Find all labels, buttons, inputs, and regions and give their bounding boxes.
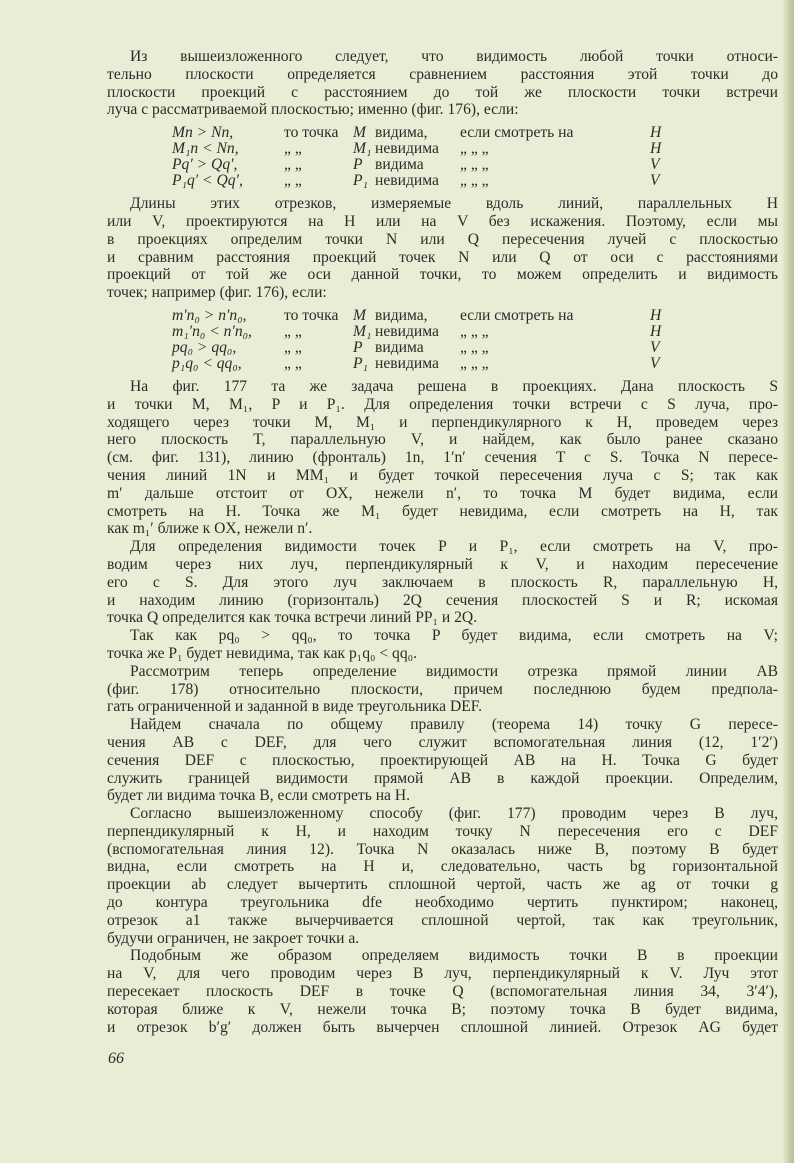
- condition-mid: „ „: [284, 338, 302, 356]
- condition-status: видима,: [375, 124, 428, 142]
- condition-plane: H: [650, 322, 662, 340]
- text-line: будучи ограничен, не закроет точки a.: [107, 929, 360, 947]
- condition-tail: если смотреть на: [460, 306, 574, 324]
- condition-expr: P₁q′ < Qq′,: [172, 172, 243, 190]
- text-line: На фиг. 177 та же задача решена в проекциях. Дана плоскость S: [130, 377, 778, 395]
- condition-tail: „ „ „: [460, 156, 489, 174]
- book-page: [107, 48, 778, 1036]
- text-line: видна, если смотреть на H и, следовательно, часть bg горизонтальной: [107, 858, 778, 876]
- text-line: и сравним расстояния проекций точек N или Q от оси с расстояниями: [107, 248, 778, 266]
- condition-plane: V: [650, 338, 660, 356]
- text-line: Найдем сначала по общему правилу (теорема 14) точку G пересе-: [130, 716, 778, 734]
- text-line: будет ли видима точка B, если смотреть на H.: [107, 787, 411, 805]
- text-line: и находим линию (горизонталь) 2Q сечения плоскостей S и R; искомая: [107, 591, 778, 609]
- text-line: Подобным же образом определяем видимость точки B в проекции: [130, 947, 778, 965]
- condition-row: [172, 308, 712, 324]
- paragraph: [107, 48, 778, 119]
- text-line: тельно плоскости определяется сравнением расстояния этой точки до: [107, 65, 778, 83]
- text-line: Для определения видимости точек P и P₁, если смотреть на V, про-: [130, 538, 778, 556]
- text-line: чения линий 1N и MM₁ и будет точкой пересечения луча с S; так как: [107, 466, 778, 484]
- condition-status: видима: [375, 338, 424, 356]
- condition-status: видима: [375, 156, 424, 174]
- condition-tail: „ „ „: [460, 354, 489, 372]
- paragraph: [107, 947, 778, 1036]
- text-line: (фиг. 178) относительно плоскости, причем последнюю будем предпола-: [107, 680, 778, 698]
- text-line: проекции ab следует вычертить сплошной чертой, часть же ag от точки g: [107, 876, 778, 894]
- text-line: луча с рассматриваемой плоскостью; именно (фиг. 176), если:: [107, 101, 519, 119]
- text-line: перпендикулярный к H, и находим точку N пересечения его с DEF: [107, 822, 779, 840]
- text-line: которая ближе к V, нежели точка B; поэтому точка B будет видима,: [107, 1000, 778, 1018]
- text-line: на V, для чего проводим через B луч, перпендикулярный к V. Луч этот: [107, 965, 778, 983]
- text-line: него плоскость T, параллельную V, и найдем, как было ранее сказано: [107, 431, 778, 449]
- paragraph: [107, 716, 778, 805]
- condition-mid: „ „: [284, 322, 302, 340]
- condition-row: [172, 340, 712, 356]
- text-line: и отрезок b′g′ должен быть вычерчен сплошной линией. Отрезок AG будет: [107, 1018, 778, 1036]
- text-line: его с S. Для этого луч заключаем в плоскость R, параллельную H,: [107, 573, 778, 591]
- condition-expr: pq₀ > qq₀,: [172, 338, 237, 356]
- condition-tail: „ „ „: [460, 338, 489, 356]
- condition-row: [172, 173, 712, 189]
- text-line: до контура треугольника dfe необходимо чертить пунктиром; наконец,: [107, 894, 778, 912]
- text-line: (см. фиг. 131), линию (фронталь) 1n, 1′n′ сечения T с S. Точка N пересе-: [107, 449, 778, 467]
- text-line: и точки M, M₁, P и P₁. Для определения точки встречи с S луча, про-: [107, 395, 778, 413]
- condition-expr: m′n₀ > n′n₀,: [172, 306, 247, 324]
- condition-status: невидима: [375, 172, 439, 190]
- text-line: сечения DEF с плоскостью, проектирующей AB на H. Точка G будет: [107, 751, 778, 769]
- text-line: пересекает плоскость DEF в точке Q (вспомогательная линия 34, 3′4′),: [107, 983, 778, 1001]
- text-line: Рассмотрим теперь определение видимости отрезка прямой линии AB: [130, 662, 778, 680]
- condition-point: M: [353, 124, 366, 142]
- text-line: чения AB с DEF, для чего служит вспомогательная линия (12, 1′2′): [107, 733, 778, 751]
- text-line: отрезок a1 также вычерчивается сплошной чертой, так как треугольник,: [107, 911, 778, 929]
- paragraph: [107, 538, 778, 627]
- condition-status: видима,: [375, 306, 428, 324]
- condition-plane: H: [650, 306, 662, 324]
- condition-mid: „ „: [284, 354, 302, 372]
- condition-mid: „ „: [284, 140, 302, 158]
- condition-mid: то точка: [284, 124, 339, 142]
- page-edge-shadow: [782, 0, 794, 1163]
- text-line: точка Q определится как точка встречи линий PP₁ и 2Q.: [107, 609, 478, 627]
- text-line: в проекциях определим точки N или Q пересечения лучей с плоскостью: [107, 230, 778, 248]
- condition-point: M₁: [353, 140, 372, 158]
- condition-point: P₁: [353, 172, 368, 190]
- text-line: как m₁′ ближе к OX, нежели n′.: [107, 520, 313, 538]
- paragraph: [107, 663, 778, 716]
- condition-plane: V: [650, 156, 660, 174]
- condition-plane: V: [650, 354, 660, 372]
- text-line: (вспомогательная линия 12). Точка N оказалась ниже B, поэтому B будет: [107, 840, 778, 858]
- text-line: водим через них луч, перпендикулярный к V, и находим пересечение: [107, 555, 778, 573]
- condition-row: [172, 157, 712, 173]
- text-line: или V, проектируются на H или на V без искажения. Поэтому, если мы: [107, 212, 778, 230]
- condition-plane: V: [650, 172, 660, 190]
- page-number: 66: [108, 1050, 124, 1067]
- text-line: точка же P₁ будет невидима, так как p₁q₀ < qq₀.: [107, 644, 417, 662]
- condition-tail: если смотреть на: [460, 124, 574, 142]
- condition-row: [172, 356, 712, 372]
- condition-expr: m₁′n₀ < n′n₀,: [172, 322, 252, 340]
- condition-plane: H: [650, 140, 662, 158]
- text-line: плоскости проекций с расстоянием до той же плоскости точки встречи: [107, 83, 778, 101]
- condition-row: [172, 141, 712, 157]
- condition-row: [172, 125, 712, 141]
- text-line: Согласно вышеизложенному способу (фиг. 177) проводим через B луч,: [130, 805, 778, 823]
- condition-point: P: [353, 156, 363, 174]
- condition-tail: „ „ „: [460, 322, 489, 340]
- text-line: точек; например (фиг. 176), если:: [107, 284, 327, 302]
- condition-status: невидима: [375, 322, 439, 340]
- text-line: гать ограниченной и заданной в виде треугольника DEF.: [107, 698, 483, 716]
- condition-status: невидима: [375, 354, 439, 372]
- text-line: ходящего через точки M, M₁ и перпендикулярного к H, проведем через: [107, 413, 778, 431]
- condition-point: M₁: [353, 322, 372, 340]
- text-line: служить границей видимости прямой AB в каждой проекции. Определим,: [107, 769, 778, 787]
- condition-tail: „ „ „: [460, 140, 489, 158]
- condition-point: P: [353, 338, 363, 356]
- paragraph: [107, 378, 778, 538]
- text-line: смотреть на H. Точка же M₁ будет невидима, если смотреть на H, так: [107, 502, 778, 520]
- text-line: Длины этих отрезков, измеряемые вдоль линий, параллельных H: [130, 195, 778, 213]
- text-line: m′ дальше отстоит от OX, нежели n′, то точка M будет видима, если: [107, 484, 778, 502]
- condition-expr: Pq′ > Qq′,: [172, 156, 238, 174]
- condition-expr: Mn > Nn,: [172, 124, 234, 142]
- condition-mid: то точка: [284, 306, 339, 324]
- condition-status: невидима: [375, 140, 439, 158]
- condition-point: M: [353, 306, 366, 324]
- text-line: Из вышеизложенного следует, что видимость любой точки относи-: [130, 48, 778, 65]
- condition-expr: M₁n < Nn,: [172, 140, 239, 158]
- condition-plane: H: [650, 124, 662, 142]
- condition-table: [172, 125, 712, 189]
- condition-point: P₁: [353, 354, 368, 372]
- condition-mid: „ „: [284, 156, 302, 174]
- condition-row: [172, 324, 712, 340]
- condition-tail: „ „ „: [460, 172, 489, 190]
- paragraph: [107, 627, 778, 663]
- condition-expr: p₁q₀ < qq₀,: [172, 354, 242, 372]
- paragraph: [107, 805, 778, 947]
- text-line: проекций от той же оси данной точки, то можем определить и видимость: [107, 266, 778, 284]
- text-line: Так как pq₀ > qq₀, то точка P будет видима, если смотреть на V;: [130, 627, 778, 645]
- condition-mid: „ „: [284, 172, 302, 190]
- paragraph: [107, 195, 778, 302]
- condition-table: [172, 308, 712, 372]
